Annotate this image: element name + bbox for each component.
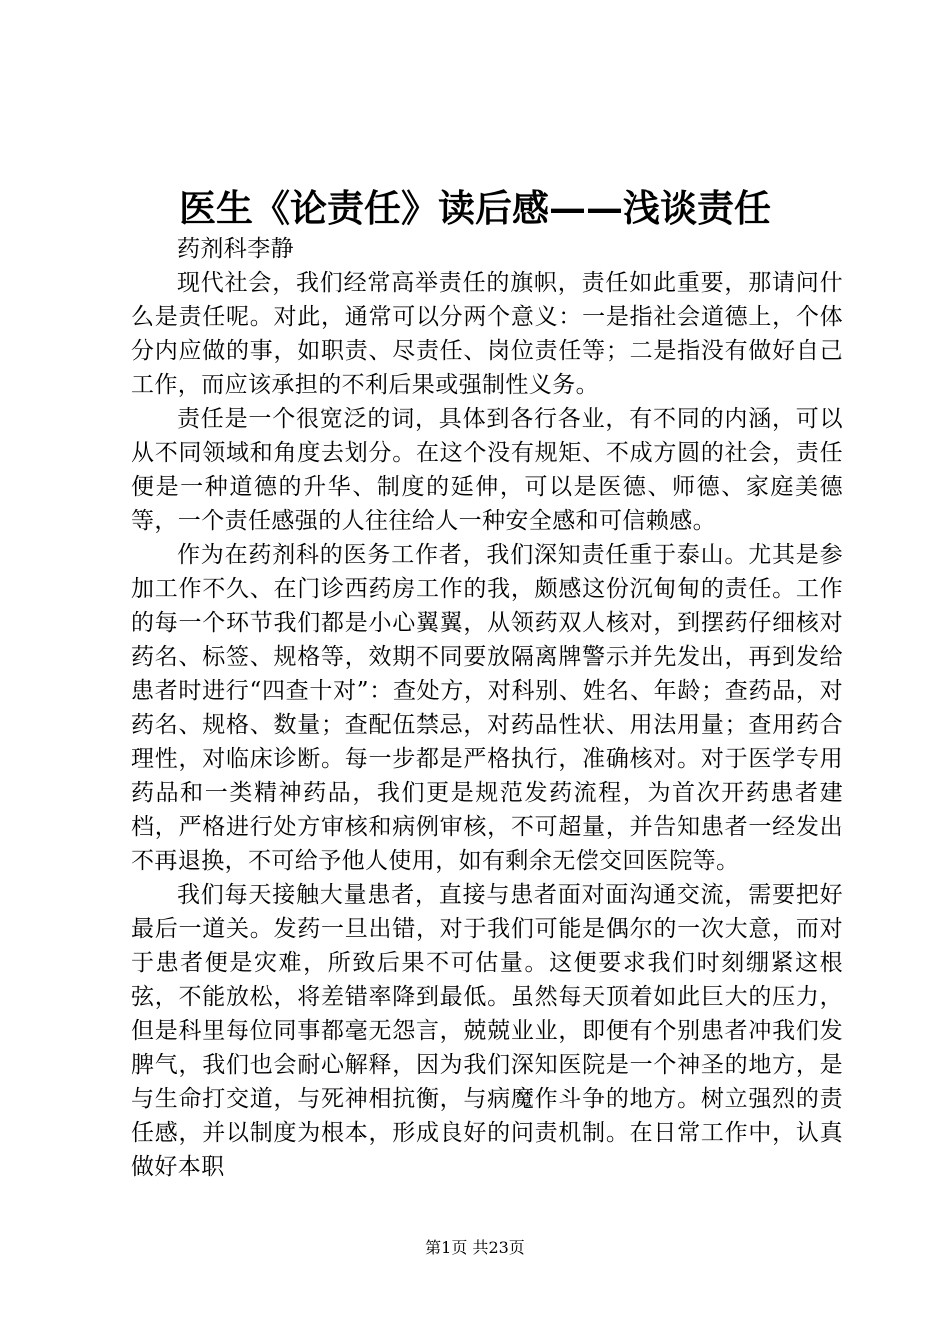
document-body	[131, 232, 843, 1184]
paragraph: 我们每天接触大量患者，直接与患者面对面沟通交流，需要把好最后一道关。发药一旦出错，对于我们可能是偶尔的一次大意，而对于患者便是灾难，所致后果不可估量。这便要求我们时刻绷紧这根弦，不能放松，将差错率降到最低。虽然每天顶着如此巨大的压力，但是科里每位同事都毫无怨言，兢兢业业，即便有个别患者冲我们发脾气，我们也会耐心解释，因为我们深知医院是一个神圣的地方，是与生命打交道，与死神相抗衡，与病魔作斗争的地方。树立强烈的责任感，并以制度为根本，形成良好的问责机制。在日常工作中，认真做好本职	[131, 882, 843, 1180]
paragraph: 作为在药剂科的医务工作者，我们深知责任重于泰山。尤其是参加工作不久、在门诊西药房工作的我，颇感这份沉甸甸的责任。工作的每一个环节我们都是小心翼翼，从领药双人核对，到摆药仔细核对药名、标签、规格等，效期不同要放隔离牌警示并先发出，再到发给患者时进行“四查十对”：查处方，对科别、姓名、年龄；查药品，对药名、规格、数量；查配伍禁忌，对药品性状、用法用量；查用药合理性，对临床诊断。每一步都是严格执行，准确核对。对于医学专用药品和一类精神药品，我们更是规范发药流程，为首次开药患者建档，严格进行处方审核和病例审核，不可超量，并告知患者一经发出不再退换，不可给予他人使用，如有剩余无偿交回医院等。	[131, 542, 843, 874]
paragraph: 现代社会，我们经常高举责任的旗帜，责任如此重要，那请问什么是责任呢。对此，通常可以分两个意义：一是指社会道德上，个体分内应做的事，如职责、尽责任、岗位责任等；二是指没有做好自己工作，而应该承担的不利后果或强制性义务。	[131, 270, 843, 398]
document-title: 医生《论责任》读后感——浅谈责任	[179, 186, 771, 230]
author-line: 药剂科李静	[177, 236, 294, 262]
paragraph: 责任是一个很宽泛的词，具体到各行各业，有不同的内涵，可以从不同领域和角度去划分。在这个没有规矩、不成方圆的社会，责任便是一种道德的升华、制度的延伸，可以是医德、师德、家庭美德等，一个责任感强的人往往给人一种安全感和可信赖感。	[131, 406, 843, 534]
page-footer: 第1页 共23页	[425, 1238, 525, 1257]
